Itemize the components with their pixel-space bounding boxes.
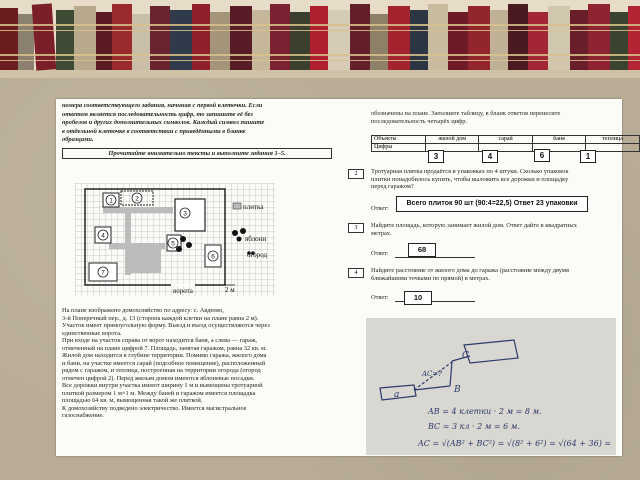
- bookshelf-banner: [0, 0, 640, 78]
- text-line: перед гаражом?: [371, 183, 414, 190]
- table-header-cell: баня: [532, 136, 585, 144]
- site-plan: [75, 183, 275, 296]
- task4-answer: 10: [404, 291, 432, 305]
- legend-tiles: плитка: [243, 203, 264, 211]
- text-line: Участок имеет прямоугольную форму. Выезд и въезд осуществляются через: [62, 322, 270, 329]
- answer-label: Ответ:: [371, 294, 389, 301]
- plan-number-4: 4: [101, 232, 105, 240]
- equation-bc: BC = 3 кл · 2 м = 6 м.: [428, 422, 520, 431]
- intro-line: ответом является последовательность цифр, то запишите её без: [62, 110, 253, 118]
- text-line: Все дорожки внутри участка имеют ширину 1 м и вымощены тротуарной: [62, 382, 263, 389]
- text-line: отмечен цифрой 2). Перед жилым домом имеются яблоневые посадки.: [62, 374, 255, 382]
- text-line: отмеченный на плане цифрой 7. Площадь, занятая гаражом, равна 32 кв. м.: [62, 344, 267, 352]
- task-number: 3: [348, 223, 364, 233]
- table-header-cell: Объекты: [372, 136, 426, 144]
- table-header-cell: теплица: [586, 136, 640, 144]
- text-line: Жилой дом находится в глубине территории. Помимо гаража, жилого дома: [62, 352, 267, 359]
- table-header-cell: сарай: [479, 136, 532, 144]
- task2-answer: Всего плиток 90 шт (90:4=22,5) Ответ 23 упаковки: [396, 196, 588, 212]
- task1-continuation: [371, 110, 617, 125]
- solution-photo: [366, 318, 616, 455]
- answer-box-house: 3: [428, 150, 444, 163]
- legend-garden: огород: [247, 251, 268, 259]
- text-line: единственные ворота.: [62, 329, 122, 337]
- text-line: Тротуарная плитка продаётся в упаковках по 4 штуки. Сколько упаковок: [371, 168, 569, 175]
- table-header-cell: жилой дом: [425, 136, 479, 144]
- objects-table: [371, 135, 640, 152]
- intro-line: номера соответствующего задания, начиная с первой клеточки. Если: [62, 102, 263, 109]
- task-header: Прочитайте внимательно тексты и выполните задания 1–5.: [62, 148, 332, 160]
- plan-number-2: 2: [135, 195, 139, 203]
- task-number: 2: [348, 169, 364, 179]
- intro-line: в отдельной клеточке в соответствии с приведёнными в бланке: [62, 127, 246, 135]
- books-illustration: [0, 0, 640, 78]
- task3-answer: 68: [408, 243, 436, 257]
- task2-text: [371, 168, 617, 191]
- task4-text: [371, 267, 617, 282]
- plan-number-7: 7: [101, 269, 105, 277]
- equation-ab: AB = 4 клетки · 2 м = 8 м.: [428, 407, 542, 416]
- text-line: газоснабжение.: [62, 412, 104, 419]
- intro-line: образцами.: [62, 136, 94, 143]
- text-line: К домохозяйству подведено электричество. Имеется магистральное: [62, 404, 247, 412]
- text-line: Найдите площадь, которую занимает жилой дом. Ответ дайте в квадратных: [371, 222, 577, 229]
- text-line: На плане изображено домохозяйство по адресу: с. Авдеево,: [62, 307, 224, 314]
- plan-number-5: 5: [171, 240, 175, 248]
- legend-gate: ворота: [173, 287, 193, 295]
- answer-box-shed: 4: [482, 150, 498, 163]
- answer-box-greenhouse: 1: [580, 150, 596, 163]
- plan-number-6: 6: [211, 253, 215, 261]
- text-line: При входе на участок справа от ворот находится баня, а слева — гараж,: [62, 337, 257, 344]
- legend-apple-trees: яблони: [245, 235, 267, 243]
- plan-number-1: 1: [109, 197, 113, 205]
- label-b: B: [454, 385, 461, 395]
- plan-number-3: 3: [183, 210, 187, 218]
- answer-line: [395, 257, 475, 258]
- handwritten-solution: [366, 318, 616, 455]
- table-row-label: Цифры: [372, 144, 426, 152]
- label-a: a: [394, 390, 400, 400]
- answer-label: Ответ:: [371, 250, 389, 257]
- answer-label: Ответ:: [371, 205, 389, 212]
- text-line: плиткой размером 1 м×1 м. Между баней и гаражом имеется площадка: [62, 389, 256, 397]
- text-line: Найдите расстояние от жилого дома до гаража (расстояние между двумя: [371, 267, 569, 274]
- text-line: ближайшими точками по прямой) в метрах.: [371, 274, 490, 282]
- scale-label: 2 м: [225, 286, 235, 294]
- condition-text: [62, 307, 332, 420]
- text-line: и бани, на участке имеется сарай (подсобное помещение), расположенный: [62, 359, 266, 367]
- text-line: 3-й Поперечный пер., д. 13 (сторона каждой клетки на плане равна 2 м).: [62, 314, 259, 322]
- text-line: плитки понадобилось купить, чтобы выложить все дорожки и площадку: [371, 175, 569, 183]
- text-line: метрах.: [371, 229, 392, 237]
- text-line: обозначены на плане. Заполните таблицу, в бланк ответов перенесите: [371, 110, 561, 117]
- intro-line: пробелов и других дополнительных символов. Каждый символ пишите: [62, 119, 265, 126]
- equation-ac: AC = √(AB² + BC²) = √(8² + 6²) = √(64 + 36) =: [418, 439, 612, 448]
- task-number: 4: [348, 268, 364, 278]
- text-line: рядом с гаражом, и теплица, построенная на территории огорода (огород: [62, 367, 261, 374]
- label-ac: AC=?: [422, 370, 443, 378]
- text-line: последовательность четырёх цифр.: [371, 117, 467, 125]
- task3-text: [371, 222, 617, 237]
- label-c: C: [462, 351, 469, 361]
- answer-box-bath: 6: [534, 149, 550, 162]
- text-line: площадью 64 кв. м, вымощенная такой же плиткой.: [62, 397, 203, 404]
